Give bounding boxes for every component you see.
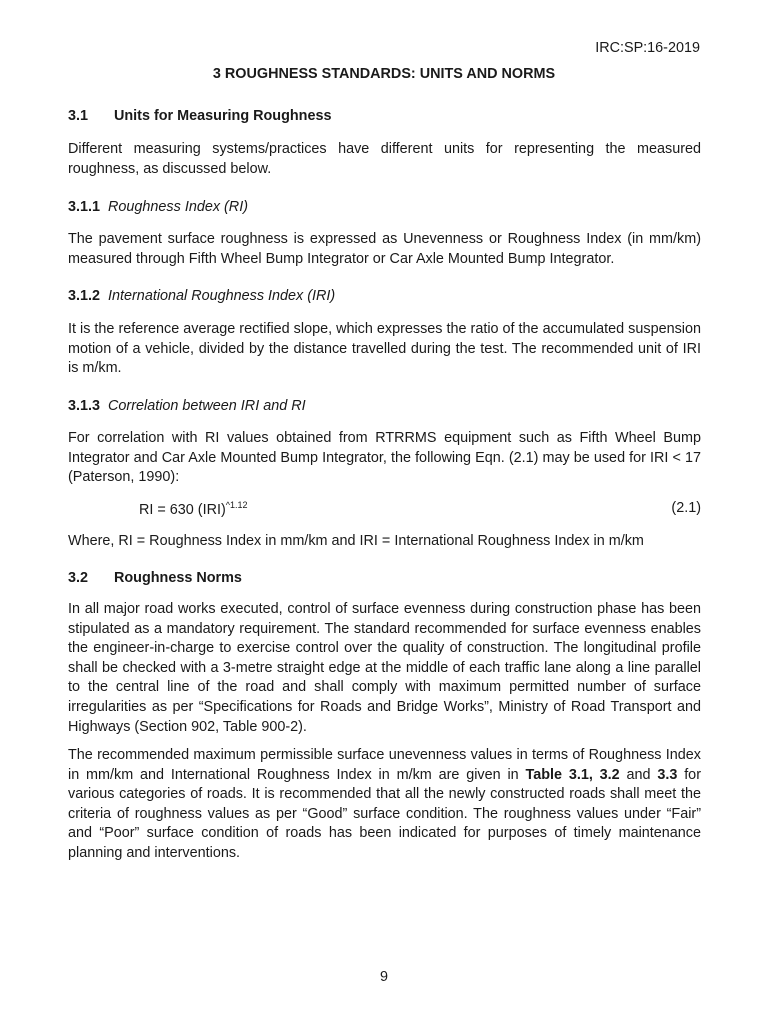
section-3-2-heading bbox=[68, 570, 701, 586]
section-3-1-3-paragraph: For correlation with RI values obtained from RTRRMS equipment such as Fifth Wheel Bump Integrator and Car Axle Mounted Bump Integrator, the following Eqn. (2.1) may be used for IRI < 17 (Paterson, 1990): bbox=[68, 430, 701, 486]
subsection-title: International Roughness Index (IRI) bbox=[108, 288, 336, 304]
section-3-1-1-heading bbox=[68, 199, 701, 215]
section-3-2-paragraph-1: In all major road works executed, control of surface evenness during construction phase has been stipulated as a mandatory requirement. The standard recommended for surface evenness enables the engineer-in-charge to exercise control over the quality of construction. The longitudinal profile shall be checked with a 3-metre straight edge at the middle of each traffic lane along a line parallel to the central line of the road and shall comply with maximum permitted number of surface irregularities as per “Specifications for Roads and Bridge Works”, Ministry of Road Transport and Highways (Section 902, Table 900-2). bbox=[68, 601, 701, 735]
chapter-title: 3 ROUGHNESS STANDARDS: UNITS AND NORMS bbox=[212, 66, 556, 82]
equation-number: (2.1) bbox=[671, 500, 701, 516]
section-number: 3.1 bbox=[68, 108, 89, 124]
page-number: 9 bbox=[379, 969, 388, 985]
section-3-1-3-heading bbox=[68, 398, 701, 414]
document-code: IRC:SP:16-2019 bbox=[595, 40, 700, 56]
section-3-1-1-paragraph: The pavement surface roughness is expressed as Unevenness or Roughness Index (in mm/km) measured through Fifth Wheel Bump Integrator or Car Axle Mounted Bump Integrator. bbox=[68, 231, 701, 267]
section-number: 3.2 bbox=[68, 570, 89, 586]
section-3-1-heading bbox=[68, 108, 701, 124]
section-3-1-2-paragraph: It is the reference average rectified slope, which expresses the ratio of the accumulated suspension motion of a vehicle, divided by the distance travelled during the test. The recommended unit of IRI is m/km. bbox=[68, 321, 701, 377]
section-3-1-paragraph: Different measuring systems/practices have different units for representing the measured roughness, as discussed below. bbox=[68, 141, 701, 177]
subsection-title: Roughness Index (RI) bbox=[108, 199, 248, 215]
subsection-number: 3.1.1 bbox=[68, 199, 101, 215]
equation-text: RI = 630 (IRI)$^{\^{}1.12}$ bbox=[139, 500, 248, 518]
equation-where-line: Where, RI = Roughness Index in mm/km and IRI = International Roughness Index in m/km bbox=[68, 533, 644, 549]
table-reference: Table 3.1, 3.2 bbox=[525, 766, 620, 783]
section-3-1-2-heading bbox=[68, 288, 701, 304]
section-3-2-paragraph-2: The recommended maximum permissible surface unevenness values in terms of Roughness Index in mm/km and International Roughness Index in m/km are given in Table 3.1, 3.2 and 3.3 for various categories of roads. It is recommended that all the newly constructed roads shall meet the criteria of roughness values as per “Good” surface condition. The roughness values under “Fair” and “Poor” surface condition of roads has been indicated for purposes of timely maintenance planning and interventions. bbox=[68, 747, 701, 861]
section-title: Units for Measuring Roughness bbox=[114, 108, 332, 124]
section-title: Roughness Norms bbox=[114, 570, 242, 586]
table-reference: 3.3 bbox=[657, 766, 678, 783]
subsection-number: 3.1.2 bbox=[68, 288, 101, 304]
subsection-number: 3.1.3 bbox=[68, 398, 101, 414]
subsection-title: Correlation between IRI and RI bbox=[108, 398, 306, 414]
equation-exponent: ^1.12 bbox=[225, 500, 248, 510]
